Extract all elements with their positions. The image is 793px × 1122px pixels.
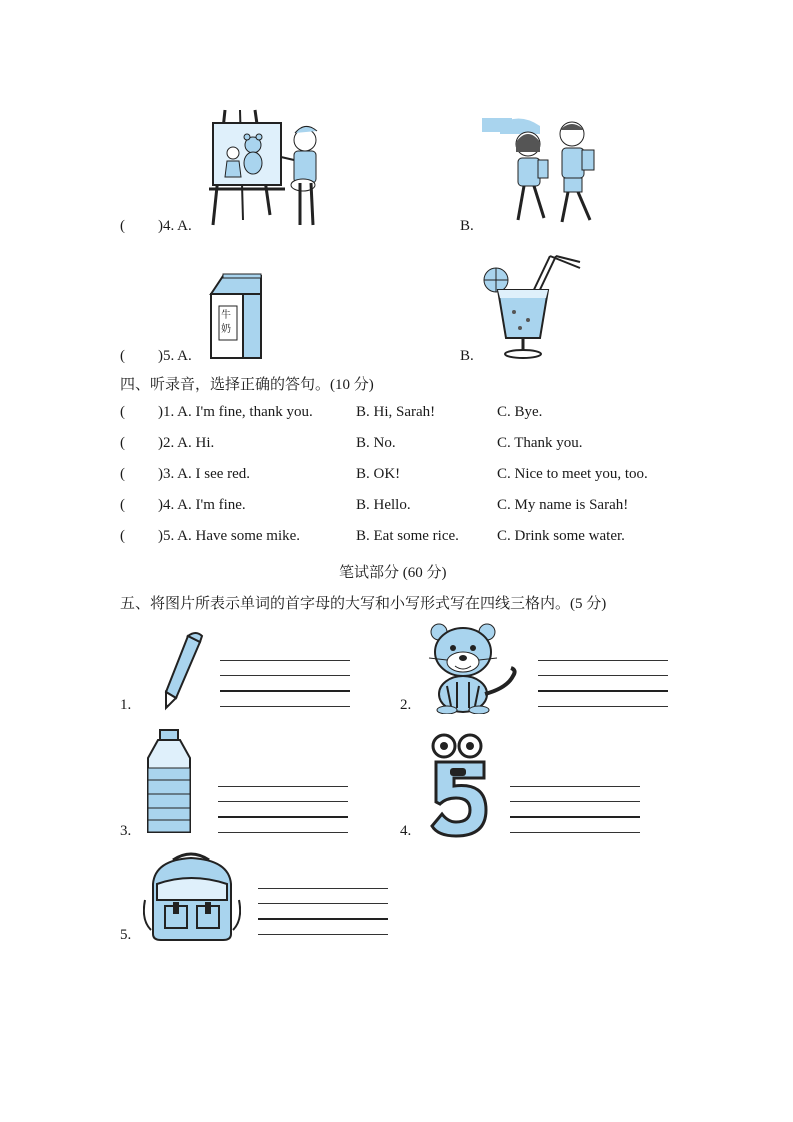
question-option-c: C. Nice to meet you, too.: [497, 466, 648, 482]
number-five-icon: [428, 732, 490, 840]
item-number: 2.: [400, 697, 412, 713]
option-b-label: B.: [460, 348, 474, 364]
question-option-c: C. Thank you.: [497, 435, 583, 451]
question-option-a: )4. A. I'm fine.: [158, 497, 246, 513]
answer-bracket-open: (: [120, 466, 125, 482]
question-option-c: C. Drink some water.: [497, 528, 625, 544]
water-bottle-icon: [142, 728, 197, 836]
writing-lines[interactable]: [538, 660, 668, 708]
writing-lines[interactable]: [258, 888, 388, 936]
question-option-b: B. OK!: [356, 466, 401, 482]
glass-of-juice-icon: [480, 250, 585, 362]
option-b-label: B.: [460, 218, 474, 234]
question-option-a: )1. A. I'm fine, thank you.: [158, 404, 313, 420]
item-number: 4.: [400, 823, 412, 839]
question-4-label: )4. A.: [158, 218, 192, 234]
writing-lines[interactable]: [218, 786, 348, 834]
milk-label-char-1: 牛: [221, 310, 231, 321]
children-walking-to-school-icon: [480, 112, 610, 230]
pencil-icon: [158, 630, 208, 712]
question-option-a: )3. A. I see red.: [158, 466, 251, 482]
answer-bracket-open: (: [120, 404, 125, 420]
question-5-label: )5. A.: [158, 348, 192, 364]
answer-bracket-open: (: [120, 218, 125, 234]
backpack-icon: [143, 850, 241, 942]
writing-lines[interactable]: [220, 660, 350, 708]
item-number: 1.: [120, 697, 132, 713]
answer-bracket-open: (: [120, 528, 125, 544]
milk-label-char-2: 奶: [221, 324, 231, 335]
item-number: 3.: [120, 823, 132, 839]
written-part-title: 笔试部分 (60 分): [339, 565, 447, 581]
question-option-c: C. My name is Sarah!: [497, 497, 629, 513]
question-option-b: B. Hi, Sarah!: [356, 404, 436, 420]
question-option-a: )5. A. Have some mike.: [158, 528, 301, 544]
question-option-b: B. No.: [356, 435, 396, 451]
answer-bracket-open: (: [120, 435, 125, 451]
tiger-icon: [425, 622, 520, 714]
question-option-b: B. Eat some rice.: [356, 528, 459, 544]
writing-lines[interactable]: [510, 786, 640, 834]
section-4-heading: 四、听录音，选择正确的答句。(10 分): [120, 377, 374, 393]
milk-carton-icon: [205, 272, 267, 360]
item-number: 5.: [120, 927, 132, 943]
painting-easel-icon: [205, 105, 330, 230]
section-5-heading: 五、将图片所表示单词的首字母的大写和小写形式写在四线三格内。(5 分): [120, 596, 607, 612]
answer-bracket-open: (: [120, 497, 125, 513]
question-option-b: B. Hello.: [356, 497, 411, 513]
question-option-c: C. Bye.: [497, 404, 543, 420]
answer-bracket-open: (: [120, 348, 125, 364]
question-option-a: )2. A. Hi.: [158, 435, 215, 451]
